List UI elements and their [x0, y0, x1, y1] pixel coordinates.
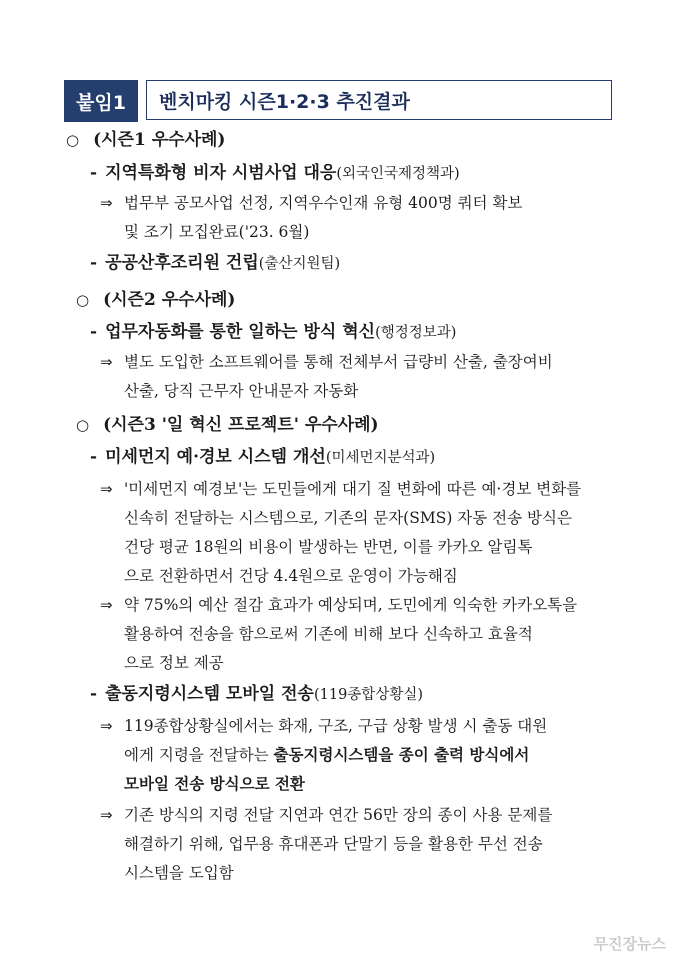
s3-item-1-detail-line: 신속히 전달하는 시스템으로, 기존의 문자(SMS) 자동 전송 방식은	[124, 509, 572, 527]
s3-item-2-detail-line: ⇒ 기존 방식의 지령 전달 지연과 연간 56만 장의 종이 사용 문제를	[100, 806, 553, 824]
s3-item-1-detail-line: 건당 평균 18원의 비용이 발생하는 반면, 이를 카카오 알림톡	[124, 538, 533, 556]
section-2-heading: ○ (시즌2 우수사례)	[76, 290, 236, 310]
s1-item-1-detail-line: ⇒ 법무부 공모사업 선정, 지역우수인재 유형 400명 쿼터 확보	[100, 194, 523, 212]
s3-item-2-detail-line: 모바일 전송 방식으로 전환	[124, 774, 305, 793]
s3-item-2-detail-line: 해결하기 위해, 업무용 휴대폰과 단말기 등을 활용한 무선 전송	[124, 835, 543, 853]
circle-bullet: ○	[76, 416, 90, 434]
s3-item-1-heading: - 미세먼지 예·경보 시스템 개선(미세먼지분석과)	[90, 447, 436, 467]
attachment-header	[64, 80, 612, 122]
s2-item-1-detail-line: ⇒ 별도 도입한 소프트웨어를 통해 전체부서 급량비 산출, 출장여비	[100, 353, 553, 371]
s3-item-1-detail-line: 으로 정보 제공	[124, 654, 224, 672]
circle-bullet: ○	[76, 291, 90, 309]
s3-item-2-heading: - 출동지령시스템 모바일 전송(119종합상황실)	[90, 684, 423, 704]
s3-item-2-detail-line: 시스템을 도입함	[124, 864, 234, 882]
circle-bullet: ○	[66, 131, 80, 149]
s3-item-2-detail-line: ⇒ 119종합상황실에서는 화재, 구조, 구급 상황 발생 시 출동 대원	[100, 717, 548, 735]
s3-item-2-detail-line: 에게 지령을 전달하는 출동지령시스템을 종이 출력 방식에서	[124, 745, 530, 764]
s2-item-1-heading: - 업무자동화를 통한 일하는 방식 혁신(행정정보과)	[90, 322, 457, 342]
watermark-logo: 무진장뉴스	[593, 935, 666, 953]
section-1-heading: ○ (시즌1 우수사례)	[66, 130, 226, 150]
document-title: 벤치마킹 시즌1·2·3 추진결과	[146, 80, 612, 120]
s1-item-2-heading: - 공공산후조리원 건립(출산지원팀)	[90, 253, 341, 273]
s3-item-1-detail-line: 으로 전환하면서 건당 4.4원으로 운영이 가능해짐	[124, 567, 458, 585]
s2-item-1-detail-line: 산출, 당직 근무자 안내문자 자동화	[124, 382, 359, 400]
s1-item-1-heading: - 지역특화형 비자 시범사업 대응(외국인국제정책과)	[90, 163, 460, 183]
s3-item-1-detail-line: ⇒ '미세먼지 예경보'는 도민들에게 대기 질 변화에 따른 예·경보 변화를	[100, 480, 582, 498]
s3-item-1-detail-line: 활용하여 전송을 함으로써 기존에 비해 보다 신속하고 효율적	[124, 625, 533, 643]
s1-item-1-detail-line: 및 조기 모집완료('23. 6월)	[124, 223, 310, 241]
section-3-heading: ○ (시즌3 '일 혁신 프로젝트' 우수사례)	[76, 415, 379, 435]
s3-item-1-detail-line: ⇒ 약 75%의 예산 절감 효과가 예상되며, 도민에게 익숙한 카카오톡을	[100, 596, 578, 614]
attachment-tag: 붙임1	[64, 80, 138, 122]
